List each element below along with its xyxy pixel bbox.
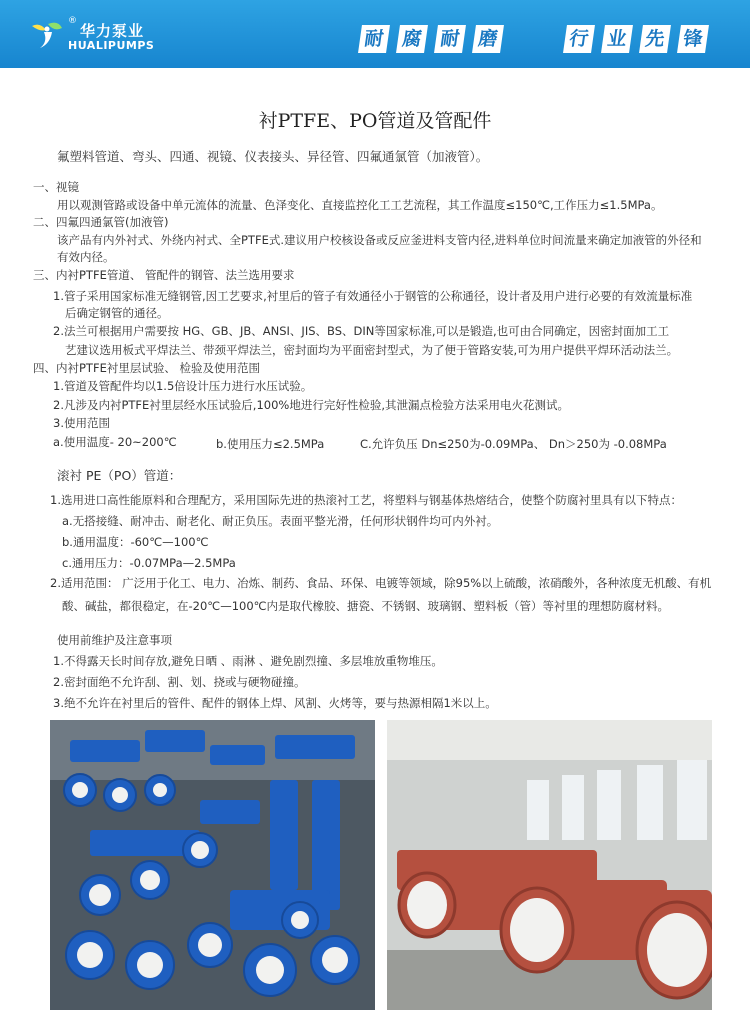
registered-mark: ®	[68, 16, 77, 26]
slogan-char: 行	[563, 25, 595, 53]
section-text: a.无搭接缝、耐冲击、耐老化、耐正负压。表面平整光滑，任何形状钢件均可内外衬。	[62, 514, 499, 528]
section-text: 1.不得露天长时间存放,避免日晒 、雨淋 、避免剧烈撞、多层堆放重物堆压。	[53, 654, 443, 668]
section-heading: 一、视镜	[33, 180, 79, 194]
section-text: 2.适用范围： 广泛用于化工、电力、冶炼、制药、食品、环保、电镀等领域，除95%以上硫酸，浓硝酸外，各种浓度无机酸、有机	[50, 576, 712, 590]
slogan-char: 耐	[434, 25, 466, 53]
section-heading: 二、四氟四通氯管(加液管)	[33, 215, 169, 229]
section-text: c.通用压力：-0.07MPa—2.5MPa	[62, 556, 236, 570]
usage-negative-pressure: C.允许负压 Dn≤250为-0.09MPa、 Dn＞250为 -0.08MPa	[360, 437, 667, 451]
section-text: b.通用温度：-60℃—100℃	[62, 535, 209, 549]
section-text: 3.绝不允许在衬里后的管件、配件的钢体上焊、风割、火烤等，要与热源相隔1米以上。	[53, 696, 497, 710]
logo-text-en: HUALIPUMPS	[68, 39, 155, 52]
section-text: 1.选用进口高性能原料和合理配方，采用国际先进的热滚衬工艺，将塑料与钢基体热熔结合，使整个防腐衬里具有以下特点：	[50, 493, 682, 507]
intro-text: 氟塑料管道、弯头、四通、视镜、仪表接头、异径管、四氟通氯管（加液管）。	[57, 149, 489, 164]
section-text: 1.管道及管配件均以1.5倍设计压力进行水压试验。	[53, 379, 313, 393]
slogan-char: 磨	[472, 25, 504, 53]
slogan-char: 耐	[358, 25, 390, 53]
po-heading: 滚衬 PE（PO）管道：	[57, 468, 182, 483]
slogan-char: 先	[639, 25, 671, 53]
slogan-char: 腐	[396, 25, 428, 53]
section-heading: 三、内衬PTFE管道、 管配件的钢管、法兰选用要求	[33, 268, 295, 282]
page-title: 衬PTFE、PO管道及管配件	[258, 110, 492, 132]
section-text: 有效内径。	[57, 250, 115, 264]
section-text: 1.管子采用国家标准无缝钢管,因工艺要求,衬里后的管子有效通径小于钢管的公称通径，设计者及用户进行必要的有效流量标准	[53, 289, 693, 303]
section-text: 该产品有内外衬式、外绕内衬式、全PTFE式.建议用户校核设备或反应釜进料支管内径,进料单位时间流量来确定加液管的外径和	[57, 233, 702, 247]
slogan-char: 锋	[677, 25, 709, 53]
section-text: 后确定钢管的通径。	[65, 306, 169, 320]
section-text: 2.法兰可根据用户需要按 HG、GB、JB、ANSI、JIS、BS、DIN等国家标准,可以是锻造,也可由合同确定，因密封面加工工	[53, 324, 670, 338]
logo-icon	[30, 20, 64, 50]
logo-text-cn: 华力泵业	[80, 22, 145, 40]
section-text: 用以观测管路或设备中单元流体的流量、色泽变化、直接监控化工工艺流程，其工作温度≤150℃,工作压力≤1.5MPa。	[57, 198, 663, 212]
section-text: 2.凡涉及内衬PTFE衬里层经水压试验后,100%地进行完好性检验,其泄漏点检验方法采用电火花测试。	[53, 398, 569, 412]
slogan-char: 业	[601, 25, 633, 53]
section-text: 酸、碱盐，都很稳定，在-20℃—100℃内是取代橡胶、搪瓷、不锈钢、玻璃钢、塑料板（管）等衬里的理想防腐材料。	[62, 599, 670, 613]
section-text: 3.使用范围	[53, 416, 110, 430]
photo-blue-fittings	[50, 720, 375, 1010]
care-heading: 使用前维护及注意事项	[57, 633, 172, 647]
usage-pressure: b.使用压力≤2.5MPa	[216, 437, 325, 451]
section-text: 艺建议选用板式平焊法兰、带颈平焊法兰，密封面均为平面密封型式，为了便于管路安装,可为用户提供平焊环活动法兰。	[65, 343, 679, 357]
photo-red-pipes	[387, 720, 712, 1010]
section-heading: 四、内衬PTFE衬里层试验、 检验及使用范围	[33, 361, 260, 375]
usage-temperature: a.使用温度- 20~200℃	[53, 435, 177, 449]
header-banner	[0, 0, 750, 68]
section-text: 2.密封面绝不允许刮、割、划、挠或与硬物碰撞。	[53, 675, 306, 689]
